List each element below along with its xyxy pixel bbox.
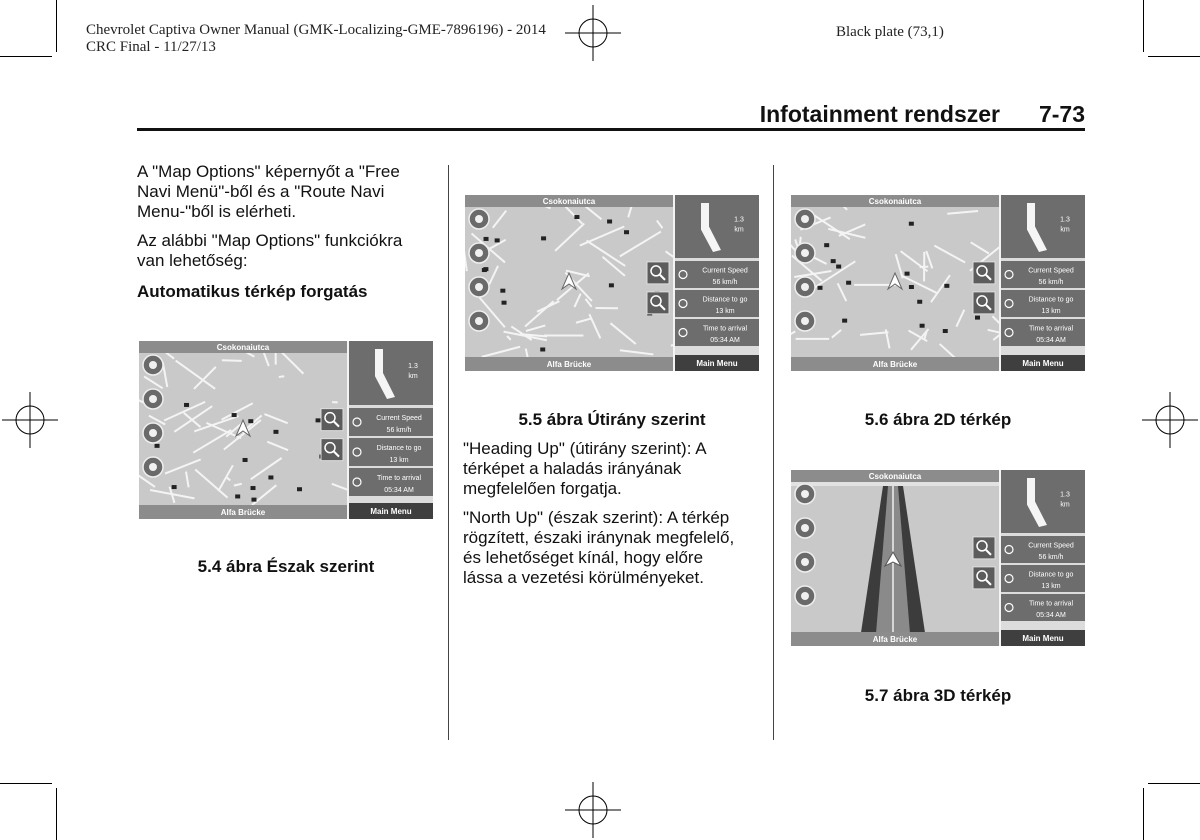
text-line: van lehetőség: (137, 251, 248, 270)
registration-mark-right (1142, 392, 1198, 448)
info-label: Distance to go (702, 296, 748, 304)
street-name-bottom: Alfa Brücke (220, 508, 266, 517)
next-turn-panel (1001, 195, 1085, 258)
info-value: 13 km (715, 307, 735, 315)
options-paragraph (137, 231, 402, 271)
info-value: 13 km (1041, 307, 1061, 315)
main-menu-label: Main Menu (370, 507, 412, 516)
zoom-in-icon (973, 537, 995, 559)
crop-mark-top-right-v (1143, 0, 1144, 52)
info-value: 56 km/h (712, 278, 738, 286)
zoom-in-icon (321, 409, 343, 431)
street-name-top: Csokonaiutca (542, 197, 596, 206)
header-rule (137, 128, 1085, 131)
zoom-out-icon (973, 567, 995, 589)
info-value: 56 km/h (1038, 278, 1064, 286)
compass-icon (143, 355, 163, 375)
info-row (349, 408, 433, 436)
info-label: Time to arrival (376, 474, 422, 482)
north-up-paragraph (463, 508, 734, 588)
distance-value: 1.3 (1060, 491, 1070, 499)
north-icon (795, 311, 815, 331)
info-row (349, 438, 433, 466)
zoom-in-icon (973, 262, 995, 284)
text-line: megfelelően forgatja. (463, 479, 622, 498)
main-menu-label: Main Menu (1022, 634, 1064, 643)
printer-meta-line2: CRC Final - 11/27/13 (86, 39, 216, 55)
info-row (1001, 536, 1085, 563)
column-divider-1 (448, 165, 449, 740)
info-row (675, 290, 759, 317)
info-label: Distance to go (1028, 296, 1074, 304)
info-value: 05:34 AM (710, 336, 740, 344)
crop-mark-bottom-right-h (1148, 783, 1200, 784)
text-line: Menu-"ből is elérheti. (137, 202, 297, 221)
street-name-bottom: Alfa Brücke (872, 635, 918, 644)
plate-info: Black plate (73,1) (836, 24, 944, 40)
text-line: A "Map Options" képernyőt a "Free (137, 162, 400, 181)
next-turn-panel (349, 341, 433, 405)
distance-unit: km (1060, 501, 1070, 509)
info-value: 13 km (389, 456, 409, 464)
zoom-out-icon (647, 292, 669, 314)
info-row (1001, 261, 1085, 288)
info-label: Current Speed (376, 414, 422, 422)
text-line: Az alábbi "Map Options" funkciókra (137, 231, 403, 250)
crop-mark-bottom-right-v (1143, 788, 1144, 840)
figure-caption: 5.6 ábra 2D térkép (864, 410, 1012, 429)
map-options-icon (143, 389, 163, 409)
text-line: "Heading Up" (útirány szerint): A (463, 439, 707, 458)
zoom-in-icon (647, 262, 669, 284)
map-view (791, 470, 999, 646)
info-value: 13 km (1041, 582, 1061, 590)
info-label: Current Speed (1028, 542, 1074, 550)
crop-mark-top-right-h (1148, 56, 1200, 57)
main-menu-label: Main Menu (1022, 359, 1064, 368)
intro-paragraph (137, 162, 400, 222)
printer-meta-line1: Chevrolet Captiva Owner Manual (GMK-Localizing-GME-7896196) - 2014 (86, 22, 546, 38)
info-row (1001, 319, 1085, 346)
volume-icon (795, 277, 815, 297)
volume-icon (795, 552, 815, 572)
crop-mark-bottom-left-v (56, 788, 57, 840)
text-line: lássa a vezetési körülményeket. (463, 568, 704, 587)
distance-unit: km (1060, 226, 1070, 234)
info-value: 05:34 AM (1036, 611, 1066, 619)
info-row (1001, 290, 1085, 317)
zoom-out-icon (321, 439, 343, 461)
registration-mark-top (565, 5, 621, 61)
map-options-icon (795, 243, 815, 263)
volume-icon (143, 423, 163, 443)
info-value: 05:34 AM (1036, 336, 1066, 344)
figure-caption: 5.5 ábra Útirány szerint (518, 410, 706, 429)
info-row (675, 261, 759, 288)
info-label: Current Speed (702, 267, 748, 275)
nav-screenshot-2d (791, 195, 1085, 371)
distance-value: 1.3 (1060, 216, 1070, 224)
info-value: 56 km/h (386, 426, 412, 434)
nav-screenshot-3d (791, 470, 1085, 646)
map-options-icon (795, 518, 815, 538)
compass-icon (469, 209, 489, 229)
info-row (349, 468, 433, 496)
section-title: Infotainment rendszer (759, 101, 1000, 127)
text-line: rögzített, északi iránynak megfelelő, (463, 528, 735, 547)
street-name-top: Csokonaiutca (868, 472, 922, 481)
info-label: Time to arrival (1028, 325, 1074, 333)
column-divider-2 (773, 165, 774, 740)
registration-mark-left (2, 392, 58, 448)
compass-icon (795, 209, 815, 229)
subheading: Automatikus térkép forgatás (137, 282, 368, 301)
info-label: Time to arrival (1028, 600, 1074, 608)
text-line: "North Up" (észak szerint): A térkép (463, 508, 730, 527)
north-icon (795, 586, 815, 606)
crop-mark-bottom-left-h (0, 783, 52, 784)
north-icon (143, 457, 163, 477)
crop-mark-top-left-h (0, 56, 52, 57)
distance-unit: km (734, 226, 744, 234)
distance-value: 1.3 (408, 362, 418, 370)
heading-up-paragraph (463, 439, 707, 499)
info-label: Distance to go (376, 444, 422, 452)
figure-caption: 5.7 ábra 3D térkép (864, 686, 1012, 705)
info-value: 05:34 AM (384, 486, 414, 494)
compass-icon (795, 484, 815, 504)
zoom-out-icon (973, 292, 995, 314)
info-row (1001, 565, 1085, 592)
info-value: 56 km/h (1038, 553, 1064, 561)
nav-screenshot-north-up (139, 341, 433, 519)
volume-icon (469, 277, 489, 297)
street-name-bottom: Alfa Brücke (872, 360, 918, 369)
registration-mark-bottom (565, 782, 621, 838)
printer-meta (86, 22, 546, 56)
info-label: Time to arrival (702, 325, 748, 333)
info-row (1001, 594, 1085, 621)
text-line: térképet a haladás irányának (463, 459, 682, 478)
info-label: Distance to go (1028, 571, 1074, 579)
main-menu-button (1001, 355, 1085, 371)
info-label: Current Speed (1028, 267, 1074, 275)
nav-screenshot-heading-up (465, 195, 759, 371)
street-name-top: Csokonaiutca (868, 197, 922, 206)
main-menu-button (349, 503, 433, 519)
main-menu-button (675, 355, 759, 371)
main-menu-label: Main Menu (696, 359, 738, 368)
text-line: és lehetőséget kínál, hogy előre (463, 548, 704, 567)
distance-unit: km (408, 372, 418, 380)
street-name-top: Csokonaiutca (216, 343, 270, 352)
info-row (675, 319, 759, 346)
next-turn-panel (675, 195, 759, 258)
page-number: 7-73 (1038, 101, 1085, 127)
next-turn-panel (1001, 470, 1085, 533)
north-icon (469, 311, 489, 331)
figure-caption: 5.4 ábra Észak szerint (197, 557, 375, 576)
main-menu-button (1001, 630, 1085, 646)
map-options-icon (469, 243, 489, 263)
street-name-bottom: Alfa Brücke (546, 360, 592, 369)
crop-mark-top-left-v (56, 0, 57, 52)
text-line: Navi Menü"-ből és a "Route Navi (137, 182, 385, 201)
distance-value: 1.3 (734, 216, 744, 224)
